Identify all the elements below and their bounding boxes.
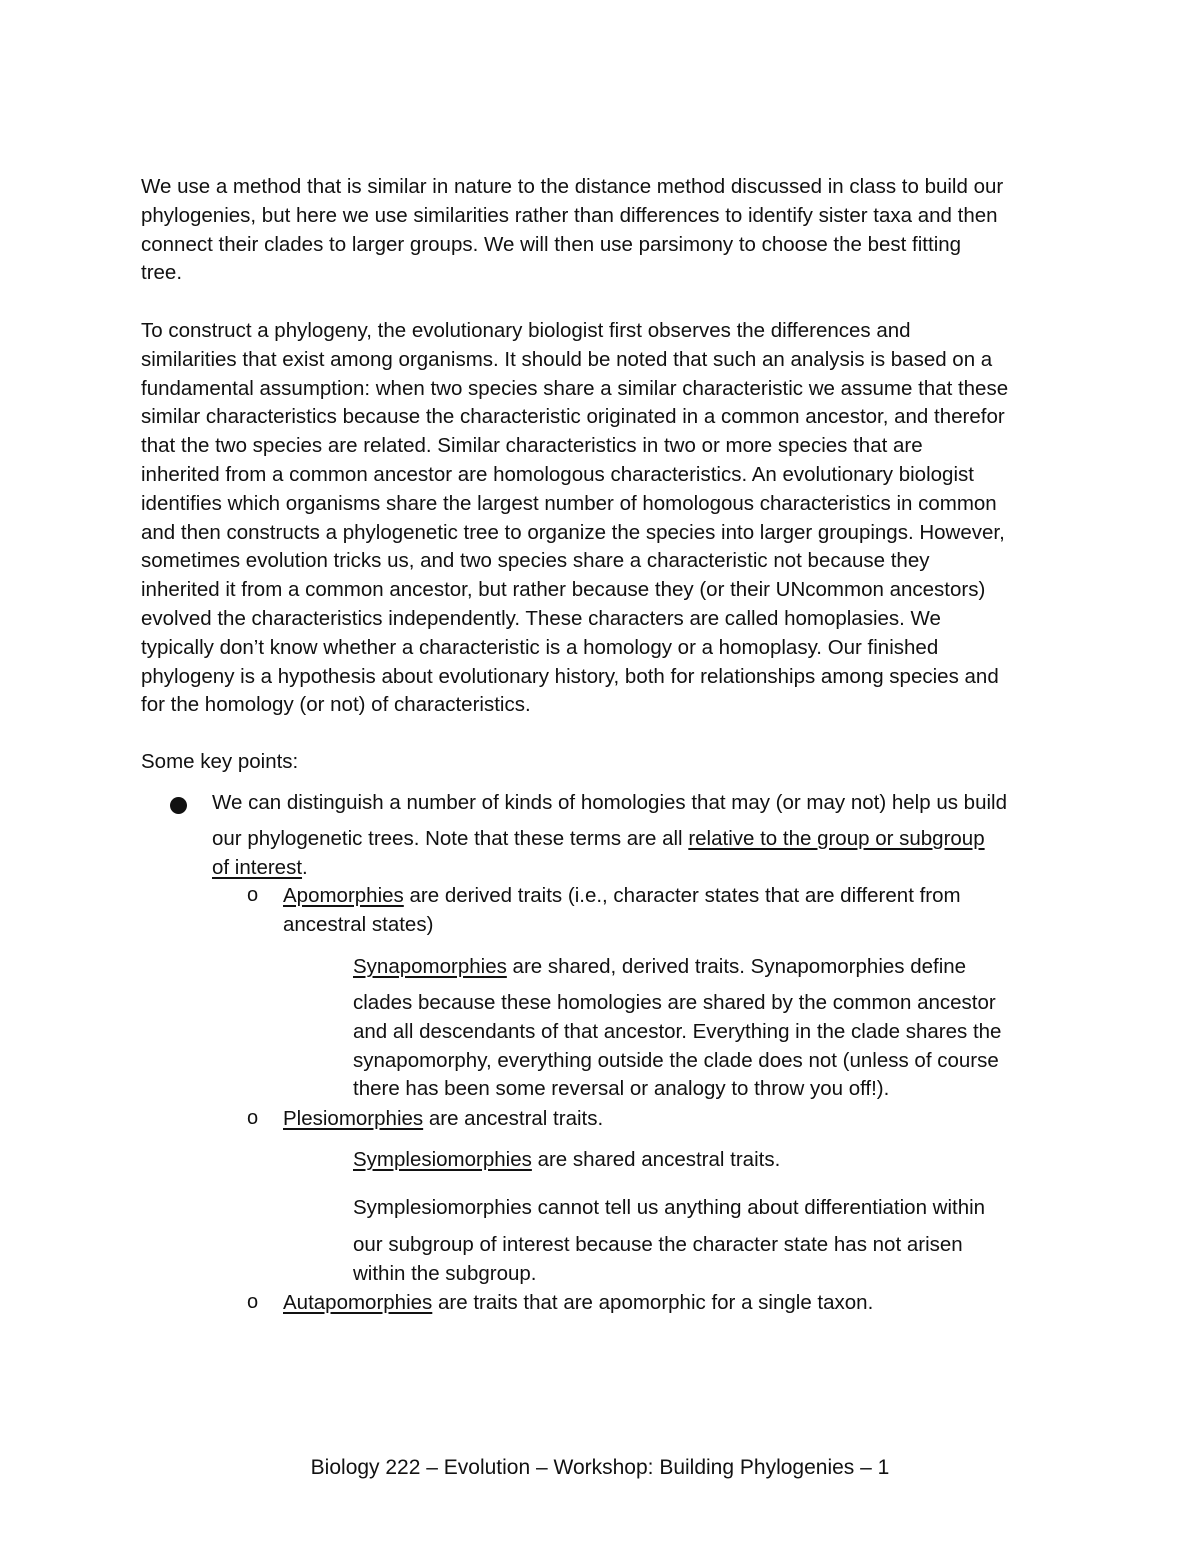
bullet-dot-icon: [170, 797, 187, 814]
autapomorphies-line: [283, 1289, 1083, 1318]
underlined-phrase: of interest: [212, 855, 303, 879]
term-plesiomorphies: Plesiomorphies: [283, 1107, 424, 1130]
circle-bullet-icon: o: [247, 1107, 259, 1129]
main-line: inherited it from a common ancestor, but rather because they (or their UNcommon ancestors): [141, 578, 986, 602]
term-symplesiomorphies: Symplesiomorphies: [353, 1148, 532, 1171]
main-line: inherited from a common ancestor are homologous characteristics. An evolutionary biologist: [141, 462, 974, 486]
symplesiomorphies-line: within the subgroup.: [353, 1261, 537, 1285]
main-line: typically don’t know whether a characteristic is a homology or a homoplasy. Our finished: [141, 635, 939, 659]
main-line: evolved the characteristics independently. These characters are called homoplasies. We: [141, 606, 941, 630]
term-apomorphies: Apomorphies: [283, 884, 404, 907]
intro-paragraph: [141, 173, 1061, 288]
apomorphies-definition: are derived traits (i.e., character states that are different from: [403, 884, 961, 907]
bullet-text: .: [302, 855, 308, 879]
synapomorphies-item: [353, 953, 1093, 982]
bullet-line: [212, 825, 1072, 854]
synapomorphies-line: clades because these homologies are shared by the common ancestor: [353, 991, 996, 1014]
plesiomorphies-item: [283, 1105, 1083, 1134]
plesiomorphies-definition: are ancestral traits.: [423, 1107, 604, 1130]
symplesiomorphies-definition: are shared ancestral traits.: [531, 1148, 781, 1171]
page-footer: Biology 222 – Evolution – Workshop: Building Phylogenies – 1: [310, 1456, 890, 1479]
main-line: similar characteristics because the characteristic originated in a common ancestor, and therefor: [141, 405, 1005, 429]
intro-line: phylogenies, but here we use similarities rather than differences to identify sister taxa and then: [141, 203, 998, 227]
main-line: fundamental assumption: when two species share a similar characteristic we assume that these: [141, 376, 1009, 400]
symplesiomorphies-note-cont: [353, 1231, 1093, 1289]
main-line: phylogeny is a hypothesis about evolutionary history, both for relationships among species and: [141, 664, 999, 688]
main-line: for the homology (or not) of characteristics.: [141, 693, 531, 717]
synapomorphies-line: and all descendants of that ancestor. Everything in the clade shares the: [353, 1019, 1002, 1043]
intro-line: connect their clades to larger groups. We will then use parsimony to choose the best fitting: [141, 232, 962, 256]
main-line: similarities that exist among organisms. It should be noted that such an analysis is based on a: [141, 347, 993, 371]
key-points-heading: Some key points:: [141, 750, 299, 773]
synapomorphies-line: [353, 953, 1093, 982]
apomorphies-line: ancestral states): [283, 912, 434, 936]
main-paragraph: [141, 317, 1061, 720]
symplesiomorphies-item: [353, 1146, 1093, 1175]
synapomorphies-definition: are shared, derived traits. Synapomorphies define: [506, 955, 967, 978]
autapomorphies-definition: are traits that are apomorphic for a single taxon.: [432, 1291, 874, 1314]
plesiomorphies-line: [283, 1105, 1083, 1134]
symplesiomorphies-line: our subgroup of interest because the character state has not arisen: [353, 1233, 963, 1256]
circle-bullet-icon: o: [247, 884, 259, 906]
apomorphies-item: [283, 882, 1083, 940]
bullet-text: our phylogenetic trees. Note that these terms are all: [212, 827, 689, 850]
synapomorphies-line: synapomorphy, everything outside the clade does not (unless of course: [353, 1048, 999, 1072]
main-line: identifies which organisms share the largest number of homologous characteristics in common: [141, 491, 997, 515]
bullet-line: We can distinguish a number of kinds of homologies that may (or may not) help us build: [212, 791, 1007, 814]
main-line: that the two species are related. Similar characteristics in two or more species that are: [141, 434, 923, 458]
main-line: and then constructs a phylogenetic tree to organize the species into larger groupings. However,: [141, 520, 1005, 544]
bullet-line: [212, 854, 1072, 883]
symplesiomorphies-note: [353, 1194, 1093, 1223]
autapomorphies-item: [283, 1289, 1083, 1318]
main-line: sometimes evolution tricks us, and two species share a characteristic not because they: [141, 549, 930, 573]
apomorphies-line: [283, 882, 1083, 911]
term-synapomorphies: Synapomorphies: [353, 955, 507, 978]
synapomorphies-line: there has been some reversal or analogy to throw you off!).: [353, 1077, 890, 1101]
intro-line: We use a method that is similar in nature to the distance method discussed in class to build our: [141, 175, 1004, 198]
main-line: To construct a phylogeny, the evolutionary biologist first observes the differences and: [141, 319, 911, 342]
circle-bullet-icon: o: [247, 1291, 259, 1313]
synapomorphies-detail: [353, 989, 1093, 1104]
symplesiomorphies-line: Symplesiomorphies cannot tell us anything about differentiation within: [353, 1196, 986, 1219]
intro-line: tree.: [141, 261, 183, 285]
bullet-item: [212, 789, 1072, 818]
underlined-phrase: relative to the group or subgroup: [688, 827, 985, 850]
symplesiomorphies-line: [353, 1146, 1093, 1175]
term-autapomorphies: Autapomorphies: [283, 1291, 433, 1314]
bullet-item-cont: [212, 825, 1072, 883]
